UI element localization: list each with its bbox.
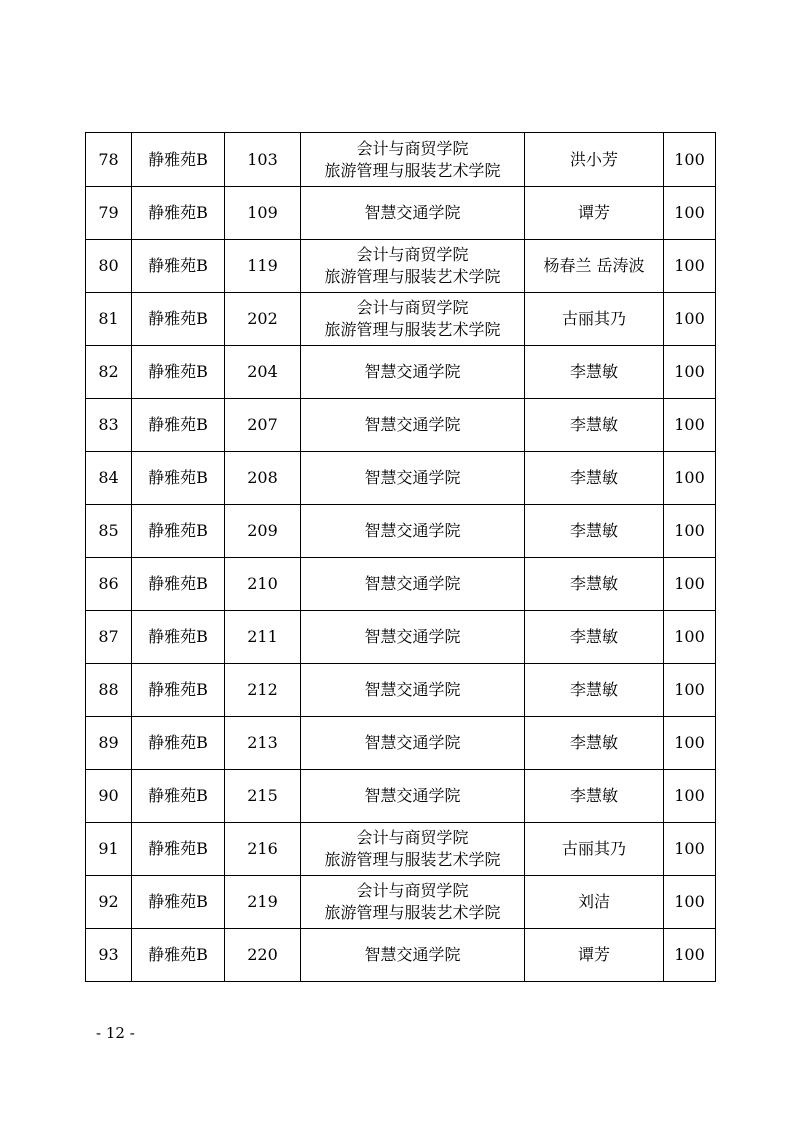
cell-person: 李慧敏	[525, 664, 664, 717]
cell-score: 100	[664, 558, 716, 611]
college-name: 旅游管理与服装艺术学院	[324, 267, 501, 286]
cell-college	[301, 770, 525, 823]
cell-score: 100	[664, 399, 716, 452]
cell-building: 静雅苑B	[132, 823, 225, 876]
cell-room: 204	[225, 346, 301, 399]
cell-score: 100	[664, 611, 716, 664]
cell-room: 211	[225, 611, 301, 664]
cell-person: 李慧敏	[525, 611, 664, 664]
cell-room: 109	[225, 187, 301, 240]
cell-room: 215	[225, 770, 301, 823]
cell-building: 静雅苑B	[132, 399, 225, 452]
cell-number: 86	[86, 558, 132, 611]
cell-building: 静雅苑B	[132, 240, 225, 293]
college-name: 智慧交通学院	[364, 362, 461, 381]
table-row	[86, 399, 716, 452]
college-name: 旅游管理与服装艺术学院	[324, 320, 501, 339]
cell-score: 100	[664, 770, 716, 823]
table-row	[86, 133, 716, 187]
table-row	[86, 717, 716, 770]
cell-number: 82	[86, 346, 132, 399]
cell-number: 87	[86, 611, 132, 664]
cell-college	[301, 240, 525, 293]
college-name: 旅游管理与服装艺术学院	[324, 903, 501, 922]
college-name: 智慧交通学院	[364, 680, 461, 699]
college-name: 智慧交通学院	[364, 468, 461, 487]
table-row	[86, 876, 716, 929]
cell-score: 100	[664, 187, 716, 240]
cell-building: 静雅苑B	[132, 346, 225, 399]
cell-number: 84	[86, 452, 132, 505]
page-number: - 12 -	[96, 1024, 135, 1042]
cell-room: 213	[225, 717, 301, 770]
table-row	[86, 505, 716, 558]
cell-person: 谭芳	[525, 929, 664, 982]
cell-number: 89	[86, 717, 132, 770]
cell-college	[301, 346, 525, 399]
college-name: 会计与商贸学院	[356, 828, 469, 847]
college-name: 智慧交通学院	[364, 786, 461, 805]
college-name: 智慧交通学院	[364, 945, 461, 964]
cell-room: 103	[225, 133, 301, 187]
cell-number: 81	[86, 293, 132, 346]
cell-number: 88	[86, 664, 132, 717]
cell-score: 100	[664, 929, 716, 982]
cell-college	[301, 823, 525, 876]
cell-building: 静雅苑B	[132, 133, 225, 187]
cell-person: 刘洁	[525, 876, 664, 929]
table-row	[86, 611, 716, 664]
cell-room: 208	[225, 452, 301, 505]
cell-number: 90	[86, 770, 132, 823]
cell-person: 李慧敏	[525, 452, 664, 505]
cell-person: 谭芳	[525, 187, 664, 240]
cell-score: 100	[664, 346, 716, 399]
cell-score: 100	[664, 664, 716, 717]
college-name: 智慧交通学院	[364, 733, 461, 752]
cell-college	[301, 876, 525, 929]
college-name: 会计与商贸学院	[356, 881, 469, 900]
table-row	[86, 240, 716, 293]
cell-room: 212	[225, 664, 301, 717]
cell-building: 静雅苑B	[132, 558, 225, 611]
table-body	[86, 133, 716, 982]
cell-building: 静雅苑B	[132, 929, 225, 982]
cell-person: 古丽其乃	[525, 293, 664, 346]
cell-building: 静雅苑B	[132, 770, 225, 823]
table-row	[86, 346, 716, 399]
cell-college	[301, 664, 525, 717]
cell-room: 219	[225, 876, 301, 929]
cell-building: 静雅苑B	[132, 505, 225, 558]
cell-college	[301, 611, 525, 664]
cell-room: 209	[225, 505, 301, 558]
cell-college	[301, 293, 525, 346]
cell-score: 100	[664, 823, 716, 876]
cell-room: 220	[225, 929, 301, 982]
cell-number: 85	[86, 505, 132, 558]
table-row	[86, 187, 716, 240]
cell-building: 静雅苑B	[132, 611, 225, 664]
cell-number: 93	[86, 929, 132, 982]
college-name: 旅游管理与服装艺术学院	[324, 160, 501, 180]
college-name: 智慧交通学院	[364, 574, 461, 593]
cell-person: 古丽其乃	[525, 823, 664, 876]
cell-college	[301, 399, 525, 452]
cell-building: 静雅苑B	[132, 717, 225, 770]
cell-number: 92	[86, 876, 132, 929]
cell-score: 100	[664, 240, 716, 293]
cell-room: 119	[225, 240, 301, 293]
cell-number: 91	[86, 823, 132, 876]
cell-building: 静雅苑B	[132, 452, 225, 505]
college-name: 旅游管理与服装艺术学院	[324, 850, 501, 869]
table-row	[86, 770, 716, 823]
dormitory-score-table	[85, 132, 716, 982]
cell-number: 79	[86, 187, 132, 240]
cell-building: 静雅苑B	[132, 187, 225, 240]
cell-person: 杨春兰 岳涛波	[525, 240, 664, 293]
college-name: 会计与商贸学院	[356, 138, 469, 158]
table-row	[86, 293, 716, 346]
table-row	[86, 664, 716, 717]
cell-person: 李慧敏	[525, 346, 664, 399]
cell-score: 100	[664, 717, 716, 770]
college-name: 智慧交通学院	[364, 521, 461, 540]
cell-person: 李慧敏	[525, 717, 664, 770]
cell-person: 李慧敏	[525, 505, 664, 558]
cell-score: 100	[664, 293, 716, 346]
cell-college	[301, 452, 525, 505]
cell-college	[301, 929, 525, 982]
cell-score: 100	[664, 452, 716, 505]
college-name: 会计与商贸学院	[356, 298, 469, 317]
cell-college	[301, 133, 525, 187]
college-name: 会计与商贸学院	[356, 245, 469, 264]
cell-person: 李慧敏	[525, 770, 664, 823]
cell-person: 李慧敏	[525, 399, 664, 452]
table-row	[86, 823, 716, 876]
cell-person: 李慧敏	[525, 558, 664, 611]
table-row	[86, 452, 716, 505]
college-name: 智慧交通学院	[364, 627, 461, 646]
cell-room: 216	[225, 823, 301, 876]
cell-college	[301, 717, 525, 770]
cell-score: 100	[664, 505, 716, 558]
cell-college	[301, 558, 525, 611]
table-row	[86, 558, 716, 611]
cell-room: 202	[225, 293, 301, 346]
cell-college	[301, 505, 525, 558]
cell-score: 100	[664, 876, 716, 929]
college-name: 智慧交通学院	[364, 415, 461, 434]
cell-number: 83	[86, 399, 132, 452]
cell-college	[301, 187, 525, 240]
cell-person: 洪小芳	[525, 133, 664, 187]
college-name: 智慧交通学院	[364, 203, 461, 222]
cell-building: 静雅苑B	[132, 293, 225, 346]
cell-number: 80	[86, 240, 132, 293]
cell-building: 静雅苑B	[132, 876, 225, 929]
cell-building: 静雅苑B	[132, 664, 225, 717]
table-row	[86, 929, 716, 982]
cell-score: 100	[664, 133, 716, 187]
cell-number: 78	[86, 133, 132, 187]
cell-room: 207	[225, 399, 301, 452]
cell-room: 210	[225, 558, 301, 611]
